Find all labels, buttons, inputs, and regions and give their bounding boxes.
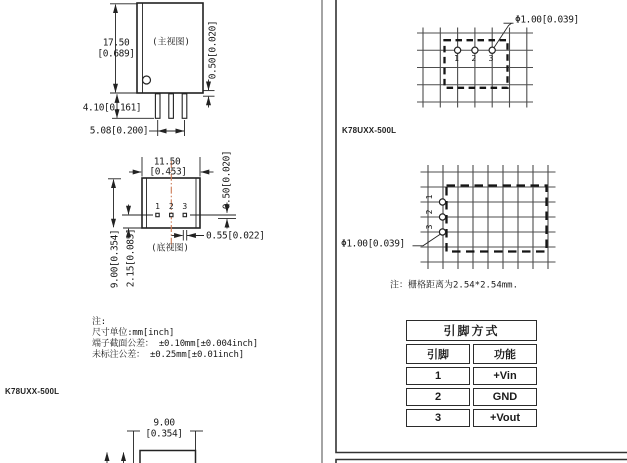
bottom-view-pin-label-2: 2: [168, 201, 174, 211]
bottom-view-pin-width-dim: 0.55[0.022]: [206, 230, 265, 242]
note-line-3: 端子截面公差： ±0.10mm[±0.004inch]: [92, 339, 258, 349]
footprint-top-pin-1: 1: [454, 53, 459, 63]
front-view-pin-length-dim: 4.10[0.161]: [82, 101, 142, 113]
pin-3-number: 3: [406, 409, 470, 427]
bottom-view-side-dim: 0.50[0.020]: [220, 150, 232, 210]
pin-table-title: 引脚方式: [406, 320, 537, 341]
front-view-pin-span-dim: 5.08[0.200]: [89, 124, 149, 136]
bottom-view-pin-offset-dim: 2.15[0.085]: [124, 228, 136, 288]
pin-table-title-row: [406, 320, 537, 341]
pin-table-header-row: [406, 344, 537, 364]
note-line-4: 未标注公差： ±0.25mm[±0.01inch]: [92, 350, 244, 360]
footprint-side-outline: [447, 186, 547, 252]
note-line-2: 尺寸单位:mm[inch]: [92, 328, 175, 338]
front-view-linework: [110, 3, 215, 136]
model-label-left: K78UXX-500L: [5, 387, 60, 396]
pin-2-function: GND: [473, 388, 537, 406]
pin-1-function: +Vin: [473, 367, 537, 385]
pin-table-col-function: 功能: [473, 344, 537, 364]
pin-1-number: 1: [406, 367, 470, 385]
footprint-top-hole-dim: Φ1.00[0.039]: [515, 14, 579, 26]
pin-table-row-3: [406, 409, 537, 427]
pin-2-number: 2: [406, 388, 470, 406]
front-view-height-mm: 17.50: [102, 37, 130, 49]
front-view-height-inch: [0.689]: [97, 48, 135, 60]
note-line-1: 注:: [92, 317, 107, 327]
bottom-view-caption: (底视图): [151, 243, 189, 254]
footprint-side-hole-dim: Φ1.00[0.039]: [341, 238, 405, 250]
bottom-view-depth-dim: 9.00[0.354]: [109, 229, 121, 289]
footprint-top-leader: [494, 23, 512, 48]
footprint-side-pin-1: 1: [425, 194, 434, 200]
tolerance-notes: [92, 317, 258, 361]
pin-function-table: [403, 317, 540, 430]
bottom-view-width-mm: 11.50: [153, 156, 181, 168]
footprint-side-linework: [413, 165, 556, 269]
footprint-side-leader: [413, 234, 441, 246]
bottom-view-width-inch: [0.453]: [149, 165, 187, 177]
footprint-side-pin-3: 3: [425, 224, 434, 230]
pin-3-function: +Vout: [473, 409, 537, 427]
bottom-view-pin-label-1: 1: [155, 201, 160, 211]
footprint-top-linework: [417, 23, 533, 107]
grid-spacing-note: 注：栅格距离为2.54*2.54mm.: [390, 280, 519, 291]
footprint-top-grid: [417, 28, 533, 108]
pin-table-row-1: [406, 367, 537, 385]
front-view-standoff-dim: 0.50[0.020]: [207, 20, 219, 80]
model-label-right: K78UXX-500L: [342, 126, 397, 135]
bottom-view-pin-label-3: 3: [182, 201, 188, 211]
side-view-width-mm: 9.00: [153, 416, 175, 428]
pin-table-col-pin: 引脚: [406, 344, 470, 364]
front-view-caption: (主视图): [152, 37, 190, 48]
footprint-top-pin-2: 2: [471, 53, 477, 63]
side-view-width-inch: [0.354]: [145, 427, 183, 439]
footprint-top-pin-3: 3: [488, 53, 494, 63]
pin-table-row-2: [406, 388, 537, 406]
footprint-side-pin-2: 2: [425, 209, 434, 215]
